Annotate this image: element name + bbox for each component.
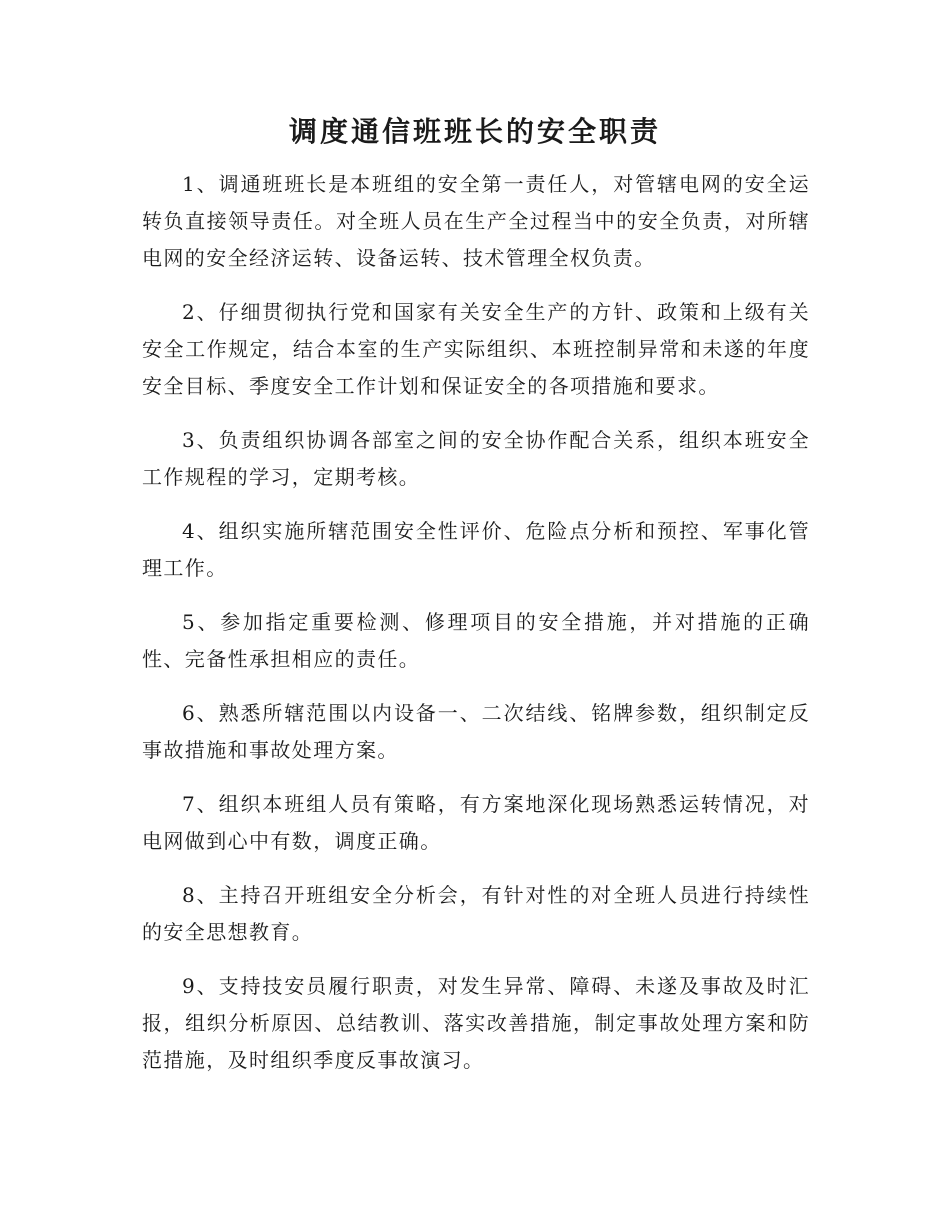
- paragraph-5: 5、参加指定重要检测、修理项目的安全措施，并对措施的正确性、完备性承担相应的责任。: [142, 610, 810, 671]
- paragraph-2: 2、仔细贯彻执行党和国家有关安全生产的方针、政策和上级有关安全工作规定，结合本室的生产实际组织、本班控制异常和未遂的年度安全目标、季度安全工作计划和保证安全的各项措施和要求。: [142, 300, 810, 398]
- paragraph-8: 8、主持召开班组安全分析会，有针对性的对全班人员进行持续性的安全思想教育。: [142, 883, 810, 944]
- paragraph-4: 4、组织实施所辖范围安全性评价、危险点分析和预控、军事化管理工作。: [142, 519, 810, 580]
- document-body: [142, 166, 810, 1096]
- document-title: 调度通信班班长的安全职责: [288, 115, 661, 148]
- paragraph-3: 3、负责组织协调各部室之间的安全协作配合关系，组织本班安全工作规程的学习，定期考核。: [142, 428, 810, 489]
- paragraph-9: 9、支持技安员履行职责，对发生异常、障碍、未遂及事故及时汇报，组织分析原因、总结教训、落实改善措施，制定事故处理方案和防范措施，及时组织季度反事故演习。: [142, 974, 810, 1072]
- paragraph-7: 7、组织本班组人员有策略，有方案地深化现场熟悉运转情况，对电网做到心中有数，调度正确。: [142, 792, 810, 853]
- paragraph-1: 1、调通班班长是本班组的安全第一责任人，对管辖电网的安全运转负直接领导责任。对全班人员在生产全过程当中的安全负责，对所辖电网的安全经济运转、设备运转、技术管理全权负责。: [142, 172, 810, 270]
- paragraph-6: 6、熟悉所辖范围以内设备一、二次结线、铭牌参数，组织制定反事故措施和事故处理方案。: [142, 701, 810, 762]
